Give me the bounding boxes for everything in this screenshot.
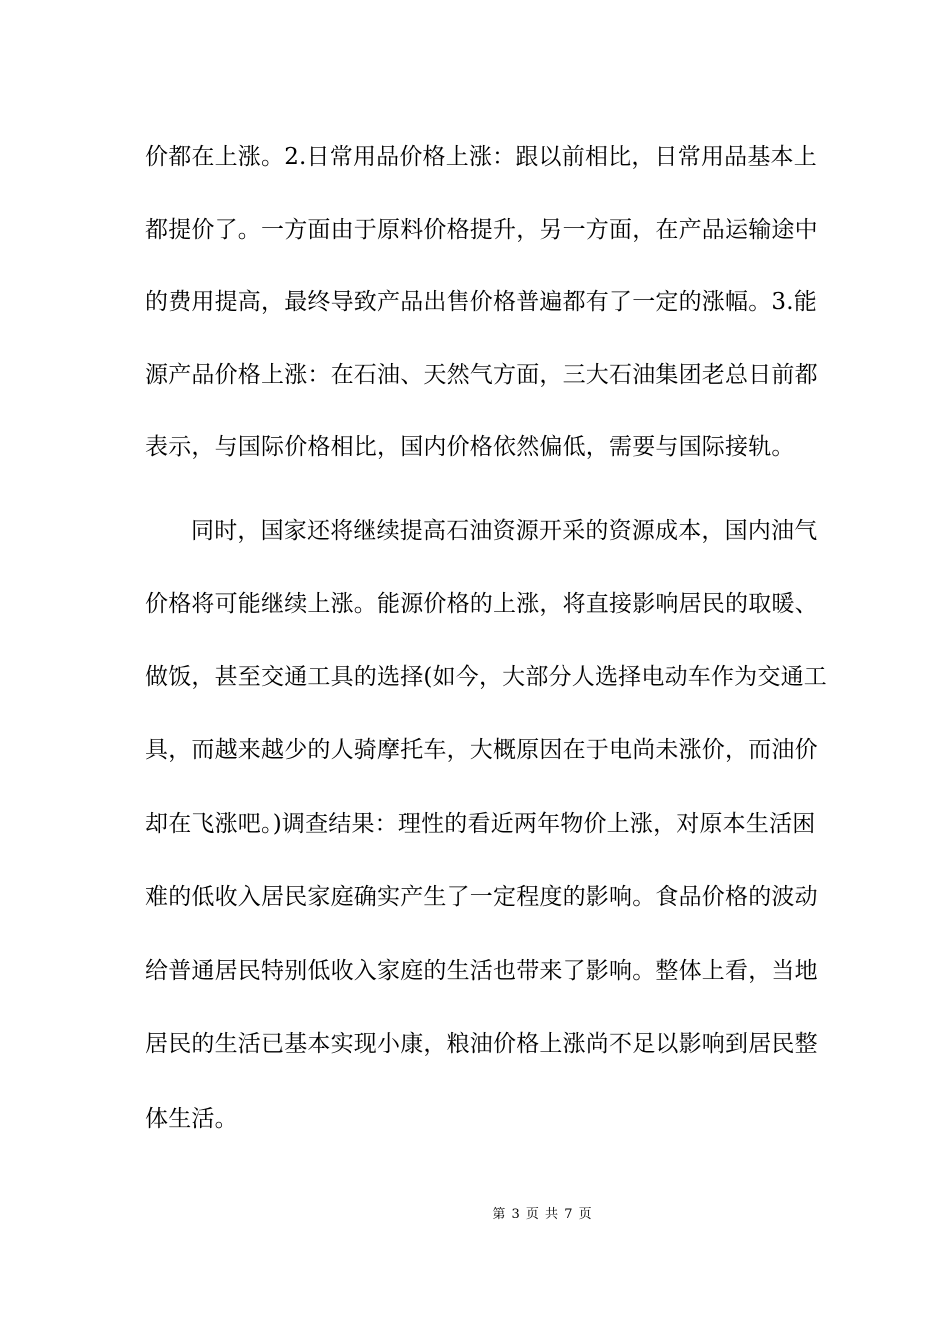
text-line: 的费用提高，最终导致产品出售价格普遍都有了一定的涨幅。3.能: [145, 289, 817, 315]
paragraph-first-line: 同时，国家还将继续提高石油资源开采的资源成本，国内油气: [191, 518, 818, 544]
text-line: 表示，与国际价格相比，国内价格依然偏低，需要与国际接轨。: [145, 434, 795, 460]
text-line: 价都在上涨。2.日常用品价格上涨：跟以前相比，日常用品基本上: [145, 144, 817, 170]
text-line: 居民的生活已基本实现小康，粮油价格上涨尚不足以影响到居民整: [145, 1031, 818, 1057]
text-line: 价格将可能继续上涨。能源价格的上涨，将直接影响居民的取暖、: [145, 591, 818, 617]
text-line: 难的低收入居民家庭确实产生了一定程度的影响。食品价格的波动: [145, 884, 818, 910]
page-number-footer: 第 3 页 共 7 页: [492, 1207, 593, 1222]
text-line: 体生活。: [145, 1106, 238, 1132]
text-line: 源产品价格上涨：在石油、天然气方面，三大石油集团老总日前都: [145, 362, 818, 388]
text-line: 都提价了。一方面由于原料价格提升，另一方面，在产品运输途中: [145, 217, 818, 243]
text-line: 却在飞涨吧。)调查结果：理性的看近两年物价上涨，对原本生活困: [145, 811, 816, 837]
text-line: 具，而越来越少的人骑摩托车，大概原因在于电尚未涨价，而油价: [145, 737, 818, 763]
text-line: 给普通居民特别低收入家庭的生活也带来了影响。整体上看，当地: [145, 958, 818, 984]
text-line: 做饭，甚至交通工具的选择(如今，大部分人选择电动车作为交通工: [145, 664, 827, 690]
